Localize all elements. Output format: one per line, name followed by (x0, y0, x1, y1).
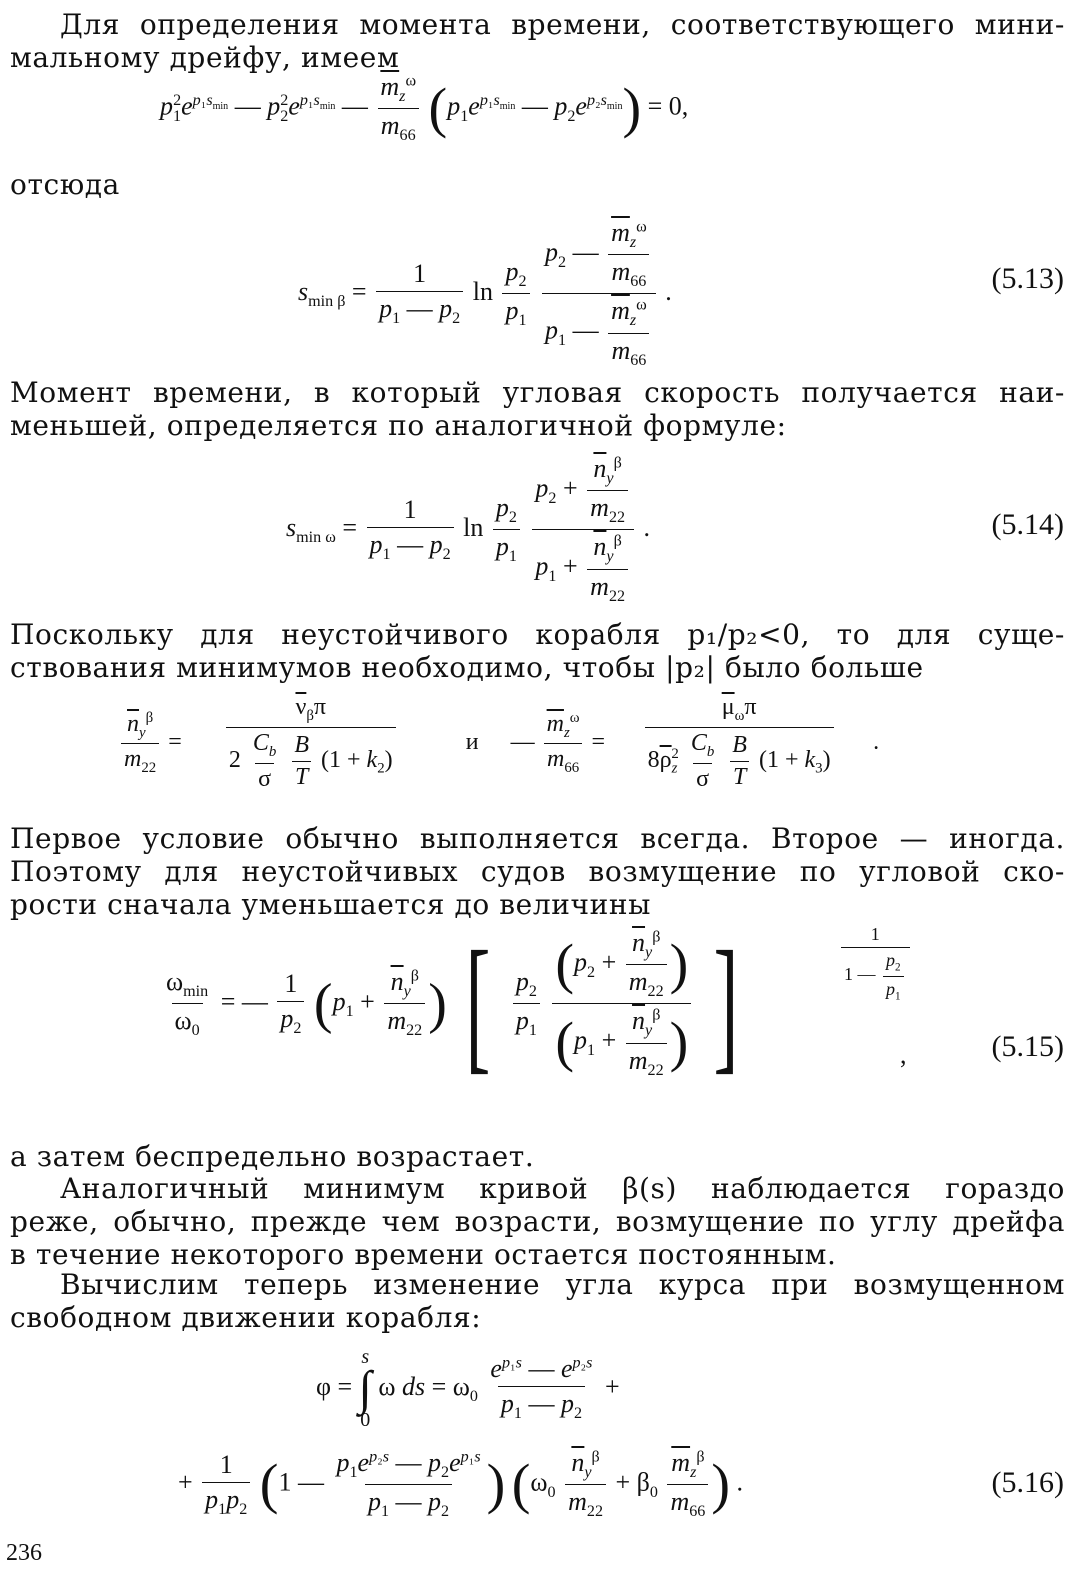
text-line: Момент времени, в который угловая скорость получается наи- (10, 376, 1065, 409)
numerator: 1 (219, 1450, 233, 1480)
numerator: 1 (284, 969, 298, 999)
paragraph-beta-minimum (10, 1172, 1065, 1271)
text-line: Поэтому для неустойчивых судов возмущение по угловой ско- (10, 855, 1065, 888)
text-line: Вычислим теперь изменение угла курса при возмущенном (60, 1268, 1065, 1301)
text-line: отсюда (10, 168, 120, 201)
text-line: а затем беспредельно возрастает. (10, 1140, 535, 1173)
text-line: Для определения момента времени, соответствующего мини- (60, 8, 1065, 41)
page-number: 236 (6, 1540, 42, 1566)
paragraph-intro (10, 8, 1065, 74)
text-line: Поскольку для неустойчивого корабля p₁/p₂<0, то для суще- (10, 618, 1065, 651)
paragraph-hence (10, 168, 1065, 201)
text-line: рости сначала уменьшается до величины (10, 888, 652, 921)
paragraph-then-grows (10, 1140, 1065, 1173)
comma: , (900, 1040, 907, 1069)
numerator: 1 (870, 924, 880, 944)
exponent: 1 1 — $\frac{p_2}{p_1}$ (838, 924, 913, 1002)
text-line: ствования минимумов необходимо, чтобы |p₂| было больше (10, 651, 924, 684)
equation-number: (5.14) (991, 508, 1064, 541)
equation-drift-condition: $p_1^2e^{p_1s_{min}}$ — $p_2^2e^{p_1s_{min}}$ — $\frac{\overline{m}_z^\omega}{m_{66}}$ ($p_1e^{p_1s_{min}}$ — $p_2e^{p_2s_{min}}) = 0$, (160, 72, 689, 145)
ln-label: ln (463, 512, 484, 542)
equation-5-13: $s_{min \beta}$ = $\frac{1}{p_1 — p_2}$ ln $\frac{p_2}{p_1}$ $p_2$ — $\frac{\overline{m}_z^\omega}{m_{66}}$ $p_1$ — $\frac{\overline{m}_z^\omega}{m_{66}}$ . (298, 218, 672, 369)
equation-number: (5.15) (991, 1030, 1064, 1063)
equation-5-15: $\frac{\omega_{min}}{\omega_0}$ = — $\frac{1}{p_2}$ ($p_1$ + $\frac{\overline{n}_y^\beta}{m_{22}}$ ) [ $\frac{p_2}{p_1}$ ($p_2$ + $\frac{\overline{n}_y^\beta}{m_{22}}$ ) ($p_1$ + $\frac{\overline{n}_y^\beta}{m_{22}}$ ) ] (166, 920, 739, 1087)
paragraph-unstable-ship (10, 618, 1065, 684)
text-line: реже, обычно, прежде чем возрасти, возмущение по углу дрейфа (10, 1205, 1065, 1238)
paragraph-first-condition (10, 822, 1065, 921)
equation-5-14: $s_{min \omega}$ = $\frac{1}{p_1 — p_2}$ ln $\frac{p_2}{p_1}$ $p_2$ + $\frac{\overline{n}_y^\beta}{m_{22}}$ $p_1$ + $\frac{\overline{n}_y^\beta}{m_{22}}$ . (286, 454, 651, 605)
text-line: в течение некоторого времени остается постоянным. (10, 1238, 837, 1271)
and-word: и (465, 728, 479, 755)
equation-number: (5.13) (991, 262, 1064, 295)
paragraph-angular-velocity (10, 376, 1065, 442)
equation-5-16-part2: + $\frac{1}{p_1p_2}$ (1 — $\frac{p_1e^{p_2s} — p_2e^{p_1s}}{p_1 — p_2}$ ) ($\omega_0$ $\frac{\overline{n}_y^\beta}{m_{22}}$ + $\beta_0$ $\frac{\overline{m}_z^\beta}{m_{66}}$ ) . (178, 1448, 744, 1521)
ln-label: ln (472, 276, 493, 306)
numerator: 1 (403, 495, 417, 525)
text-line: Аналогичный минимум кривой β(s) наблюдается гораздо (60, 1172, 1065, 1205)
text-line: Первое условие обычно выполняется всегда. Второе — иногда. (10, 822, 1065, 855)
equation-conditions: $\frac{\overline{n}_y^\beta}{m_{22}}$ = $\overline{\nu}_\beta\pi$ 2 $\frac{C_b}{\sigma}$ $\frac{B}{T}$ $(1 + k_2)$ и — $\frac{\overline{m}_z^\omega}{m_{66}}$ = $\overline{\mu}_\omega\pi$ $8\overline{\rho}_z^2$ $\frac{C_b}{\sigma}$ $\frac{B}{T}$ $(1 + k_3)$ . (118, 694, 879, 793)
equation-number: (5.16) (991, 1466, 1064, 1499)
text-line: мальному дрейфу, имеем (10, 41, 400, 74)
text-line: свободном движении корабля: (10, 1301, 482, 1334)
equation-5-16-part1: φ = s ∫ 0 ω ds = $\omega_0$ $\frac{e^{p_1s} — e^{p_2s}}{p_1 — p_2}$ + (316, 1346, 620, 1431)
text-line: меньшей, определяется по аналогичной формуле: (10, 409, 787, 442)
paragraph-heading-angle (10, 1268, 1065, 1334)
numerator: 1 (413, 259, 427, 289)
